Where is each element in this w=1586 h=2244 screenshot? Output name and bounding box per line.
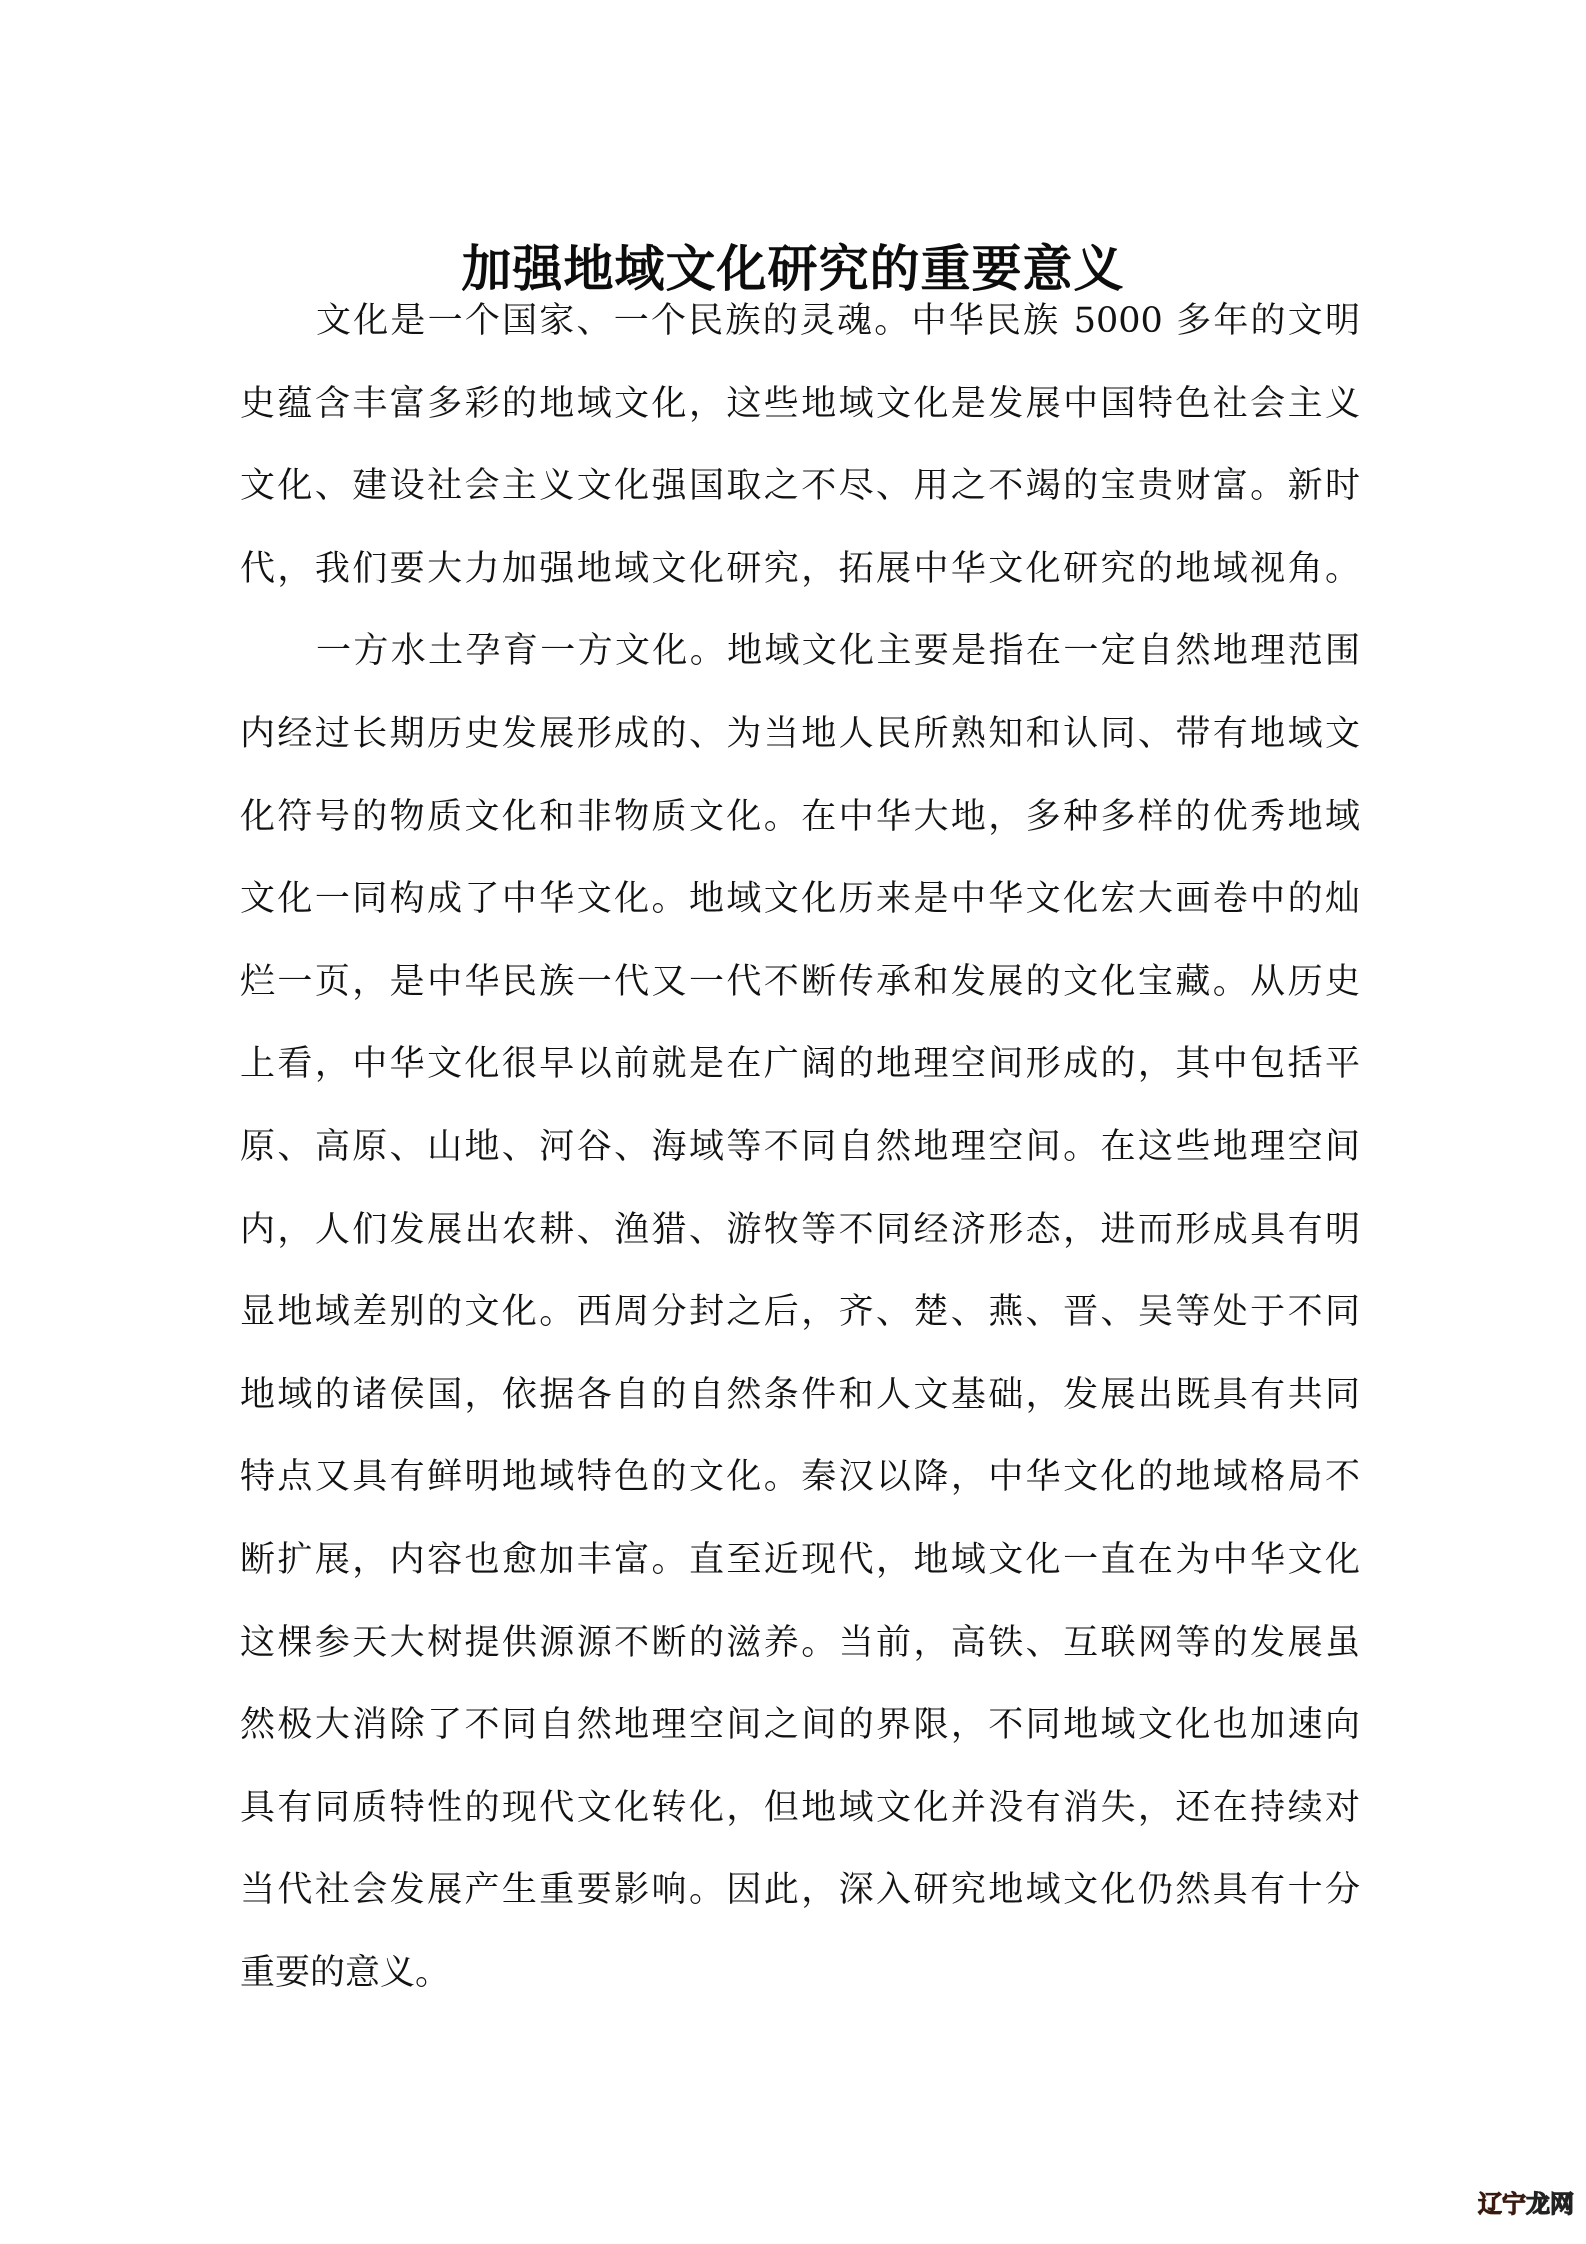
text-line: 然极大消除了不同自然地理空间之间的界限，不同地域文化也加速向 [240, 1705, 1360, 1746]
text-line: 上看，中华文化很早以前就是在广阔的地理空间形成的，其中包括平 [240, 1044, 1360, 1085]
text-line: 特点又具有鲜明地域特色的文化。秦汉以降，中华文化的地域格局不 [240, 1457, 1360, 1498]
text-line: 这棵参天大树提供源源不断的滋养。当前，高铁、互联网等的发展虽 [240, 1622, 1360, 1663]
text-line: 地域的诸侯国，依据各自的自然条件和人文基础，发展出既具有共同 [240, 1374, 1360, 1415]
paragraph-2 [240, 620, 1360, 2024]
watermark-text-white: 龙网 [1526, 2190, 1574, 2218]
text-line: 化符号的物质文化和非物质文化。在中华大地，多种多样的优秀地域 [240, 796, 1360, 837]
watermark-text-red: 辽宁 [1478, 2190, 1526, 2218]
text-line: 内，人们发展出农耕、渔猎、游牧等不同经济形态，进而形成具有明 [240, 1209, 1360, 1250]
text-line: 代，我们要大力加强地域文化研究，拓展中华文化研究的地域视角。 [240, 548, 1360, 589]
text-line: 文化是一个国家、一个民族的灵魂。中华民族 5000 多年的文明 [316, 301, 1360, 341]
text-line: 原、高原、山地、河谷、海域等不同自然地理空间。在这些地理空间 [240, 1126, 1360, 1167]
paragraph-1 [240, 290, 1360, 620]
text-line: 史蕴含丰富多彩的地域文化，这些地域文化是发展中国特色社会主义 [240, 383, 1360, 424]
document-body [240, 290, 1360, 2024]
text-line: 显地域差别的文化。西周分封之后，齐、楚、燕、晋、吴等处于不同 [240, 1292, 1360, 1333]
text-line: 文化一同构成了中华文化。地域文化历来是中华文化宏大画卷中的灿 [240, 879, 1360, 920]
text-line: 断扩展，内容也愈加丰富。直至近现代，地域文化一直在为中华文化 [240, 1539, 1360, 1580]
text-line: 烂一页，是中华民族一代又一代不断传承和发展的文化宝藏。从历史 [240, 961, 1360, 1002]
document-title: 加强地域文化研究的重要意义 [461, 238, 1125, 298]
text-line: 文化、建设社会主义文化强国取之不尽、用之不竭的宝贵财富。新时 [240, 466, 1360, 507]
watermark-logo [1478, 2188, 1574, 2220]
text-line: 一方水土孕育一方文化。地域文化主要是指在一定自然地理范围 [316, 631, 1360, 672]
text-line: 内经过长期历史发展形成的、为当地人民所熟知和认同、带有地域文 [240, 713, 1360, 754]
text-line: 重要的意义。 [240, 1952, 451, 1993]
text-line: 具有同质特性的现代文化转化，但地域文化并没有消失，还在持续对 [240, 1787, 1360, 1828]
text-line: 当代社会发展产生重要影响。因此，深入研究地域文化仍然具有十分 [240, 1870, 1360, 1911]
